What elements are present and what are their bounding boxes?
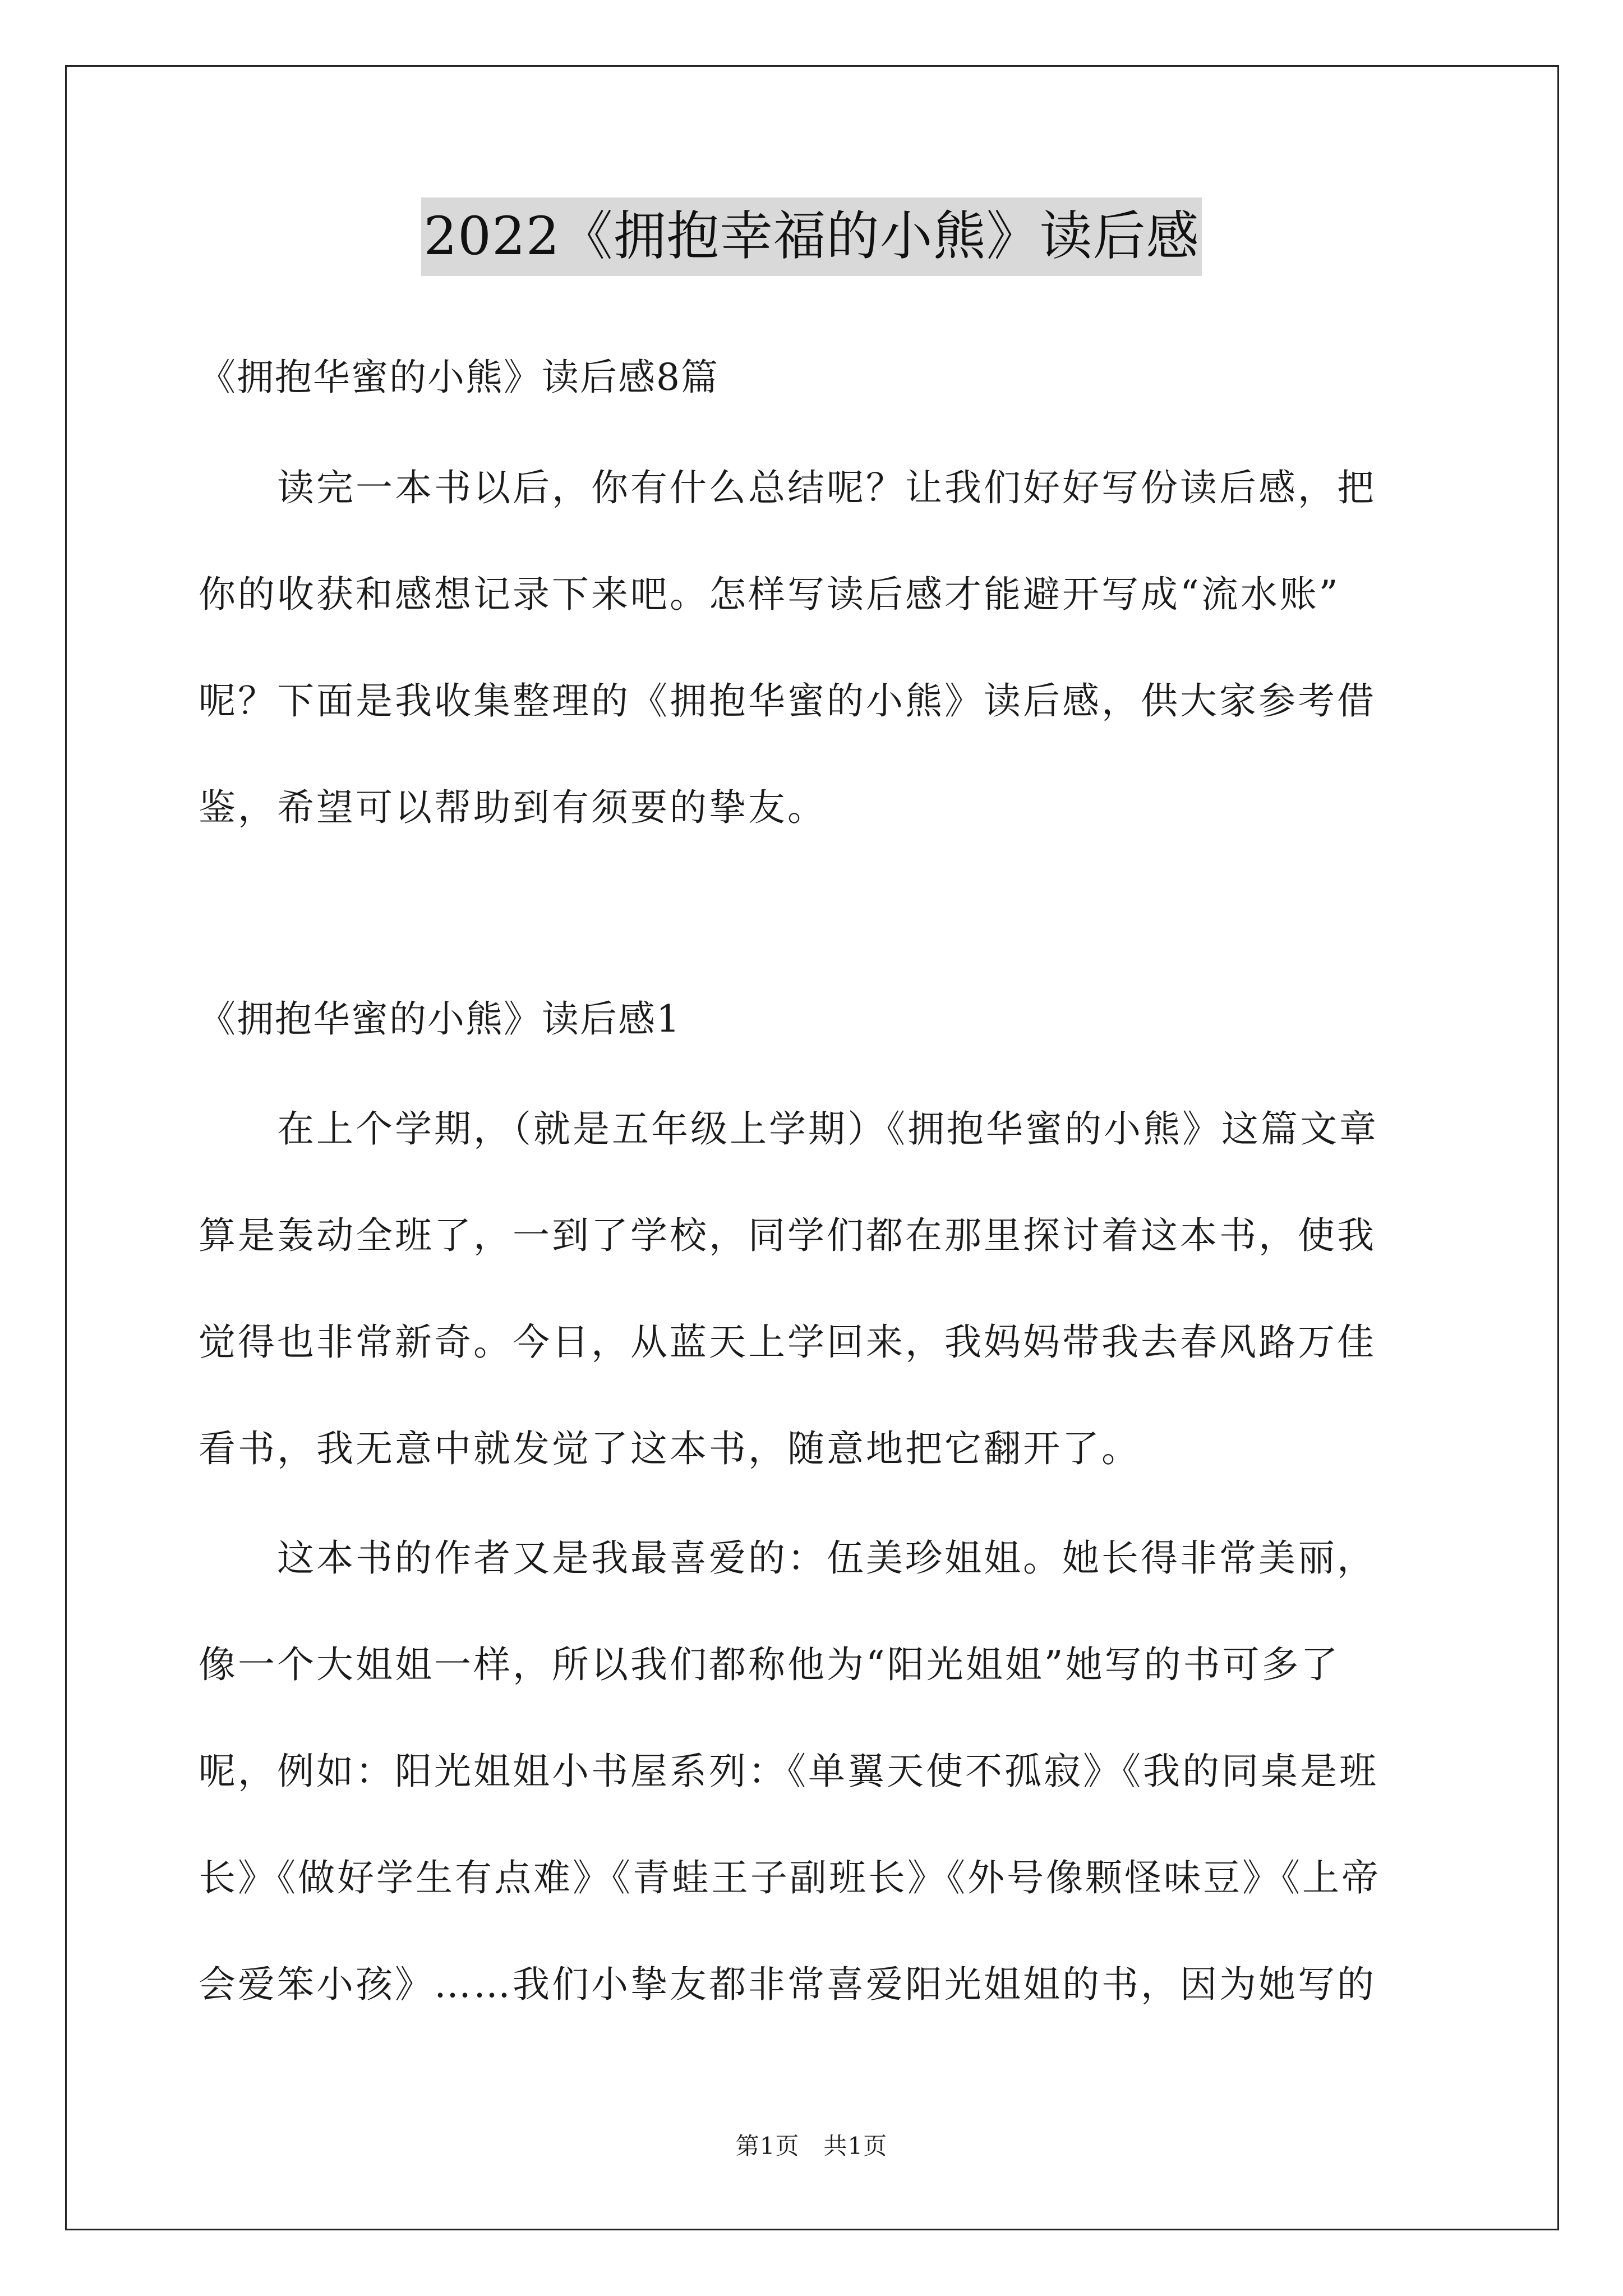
- paragraph-line: 这本书的作者又是我最喜爱的：伍美珍姐姐。她长得非常美丽，: [199, 1536, 1376, 1580]
- paragraph-line: 会爱笨小孩》……我们小挚友都非常喜爱阳光姐姐的书，因为她写的: [199, 1963, 1376, 2006]
- paragraph-line: 在上个学期，（就是五年级上学期）《拥抱华蜜的小熊》这篇文章: [199, 1107, 1378, 1151]
- paragraph-line: 呢，例如：阳光姐姐小书屋系列：《单翼天使不孤寂》《我的同桌是班: [199, 1750, 1378, 1793]
- document-heading: 《拥抱华蜜的小熊》读后感8篇: [199, 356, 719, 399]
- paragraph-line: 觉得也非常新奇。今日，从蓝天上学回来，我妈妈带我去春风路万佳: [199, 1320, 1376, 1364]
- body-paragraph-2: [199, 1505, 1432, 2038]
- title-container: [0, 197, 1623, 276]
- paragraph-line: 看书，我无意中就发觉了这本书，随意地把它翻开了。: [199, 1427, 1141, 1470]
- paragraph-line: 你的收获和感想记录下来吧。怎样写读后感才能避开写成“流水账”: [199, 573, 1340, 616]
- document-title: 2022《拥抱幸福的小熊》读后感: [421, 197, 1201, 276]
- paragraph-line: 读完一本书以后，你有什么总结呢？让我们好好写份读后感，把: [199, 466, 1376, 509]
- body-paragraph-1: [199, 1076, 1432, 1502]
- paragraph-line: 呢？下面是我收集整理的《拥抱华蜜的小熊》读后感，供大家参考借: [199, 679, 1376, 723]
- paragraph-line: 鉴，希望可以帮助到有须要的挚友。: [199, 786, 827, 829]
- paragraph-line: 长》《做好学生有点难》《青蛙王子副班长》《外号像颗怪味豆》《上帝: [199, 1856, 1381, 1899]
- section-heading: 《拥抱华蜜的小熊》读后感1: [199, 997, 681, 1041]
- intro-paragraph: [199, 435, 1432, 861]
- paragraph-line: 算是轰动全班了，一到了学校，同学们都在那里探讨着这本书，使我: [199, 1214, 1376, 1257]
- paragraph-line: 像一个大姐姐一样，所以我们都称他为“阳光姐姐”她写的书可多了: [199, 1643, 1340, 1686]
- page-footer: 第1页 共1页: [735, 2132, 888, 2160]
